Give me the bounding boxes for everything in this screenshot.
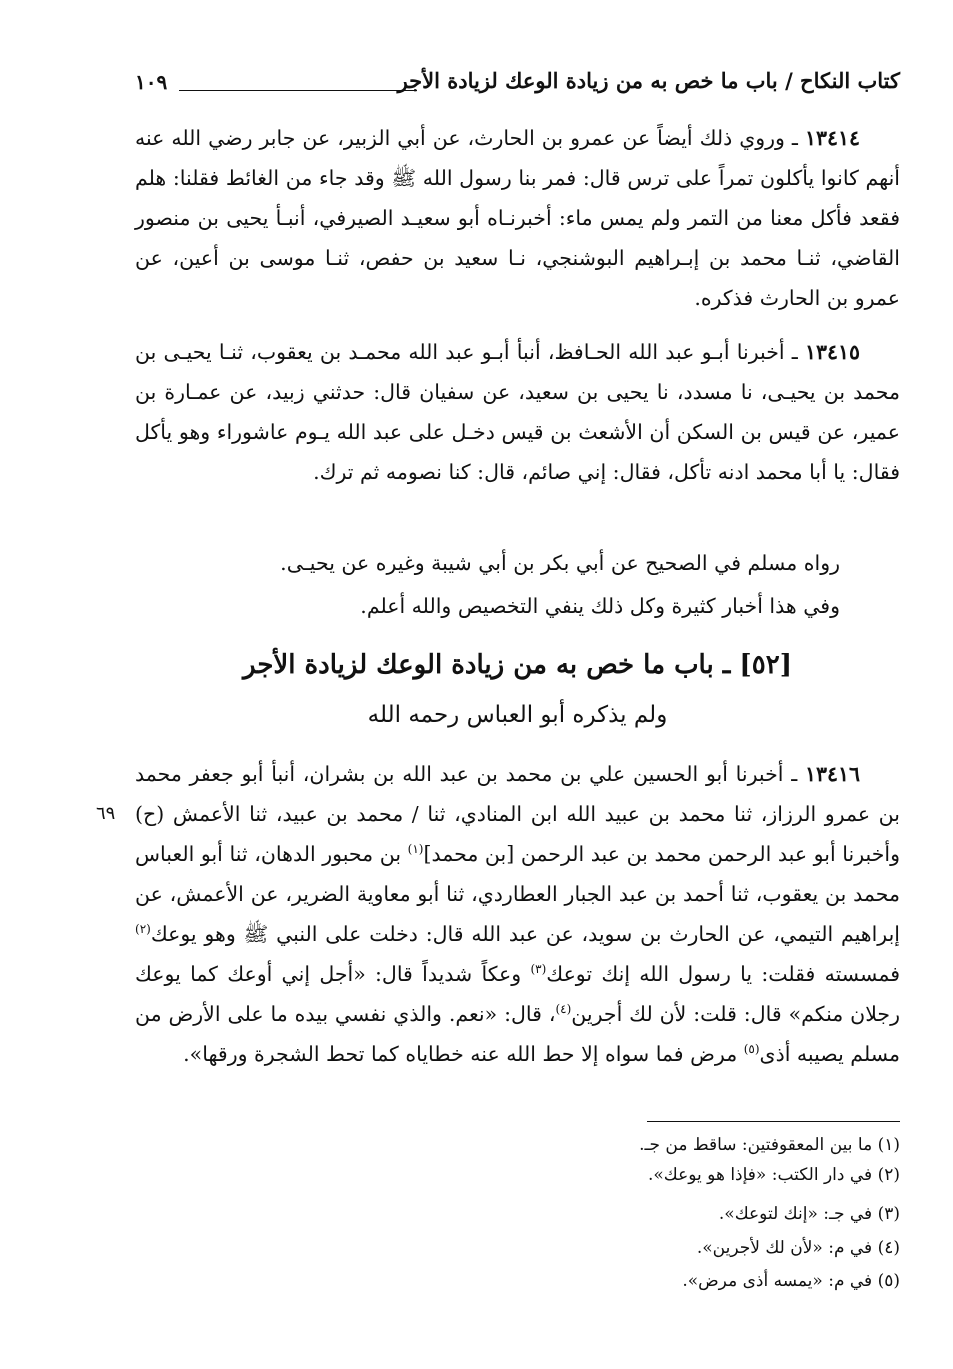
chapter-heading: [٥٢] ـ باب ما خص به من زيادة الوعك لزيادة الأجر (242, 650, 792, 680)
footnote-rule (647, 1121, 900, 1122)
footnote-2: (٢) في دار الكتب: «فإذا هو يوعك». (647, 1165, 900, 1185)
hadith-number: ١٣٤١٦ (804, 762, 860, 786)
running-header (135, 66, 900, 106)
paragraph-text: ـ أخبرنا أبـو عبد الله الحـافظ، أنبأ أبـو عبد الله محمـد بن يعقوب، ثنـا يحيـى بن محمد بن يحيـى، نا مسدد، نا يحيى بن سعيد، عن سفيان قال: حدثني زبيد، عن عمـارة بن عمير، عن قيس بن السكن أن الأشعث بن قيس دخـل على عبد الله يـوم عاشوراء وهو يأكل فقال: يا أبا محمد ادنه تأكل، فقال: إني صائم، قال: كنا نصومه ثم ترك. (135, 340, 900, 484)
header-rule (179, 90, 417, 91)
paragraph-text: ـ أخبرنا أبو الحسين علي بن محمد بن عبد الله بن بشران، أنبأ أبو جعفر محمد بن عمرو الرزاز، ثنا محمد بن عبيد الله ابن المنادي، ثنا / محمد بن عبيد، ثنا الأعمش (ح) وأخبرنا أبو عبد الرحمن محمد بن عبد الرحمن [بن محمد] (135, 762, 900, 866)
paragraph-text: مرض فما سواه إلا حط الله عنه خطاياه كما تحط الشجرة ورقها». (183, 1042, 744, 1066)
paragraph-text: فمسسته فقلت: يا رسول الله إنك توعك (546, 962, 900, 986)
running-title: كتاب النكاح / باب ما خص به من زيادة الوعك لزيادة الأجر (397, 68, 900, 93)
footnote-ref: (٢) (135, 922, 151, 937)
paragraph-13416 (135, 754, 900, 1074)
footnote-3: (٣) في جـ: «إنك لتوعك». (718, 1204, 900, 1224)
paragraph-13415 (135, 332, 900, 492)
paragraph-text: وعكاً شديداً قال: «أجل إني أوعك كما يوعك رجلان منكم» قال: قلت: لأن لك أجرين (135, 962, 901, 1026)
footnote-ref: (٣) (530, 962, 547, 977)
manuscript-folio-marker: ٦٩ (96, 803, 116, 824)
narration-note: رواه مسلم في الصحيح عن أبي بكر بن أبي شيبة وغيره عن يحيـى. (280, 551, 840, 575)
footnote-ref: (٤) (555, 1002, 572, 1017)
paragraph-text: ، قال: «نعم. والذي نفسي بيده ما على الأرض من مسلم يصيبه أذى (135, 1002, 900, 1066)
footnote-4: (٤) في م: «لأن لك لأجرين». (696, 1238, 900, 1258)
page-number: ١٠٩ (135, 70, 168, 94)
hadith-number: ١٣٤١٥ (804, 340, 860, 364)
commentary-note: وفي هذا أخبار كثيرة وكل ذلك ينفي التخصيص والله أعلم. (360, 594, 840, 618)
footnote-ref: (١) (407, 842, 424, 857)
chapter-subheading: ولم يذكره أبو العباس رحمه الله (367, 702, 668, 728)
footnote-5: (٥) في م: «يمسه أذى مرض». (682, 1271, 900, 1291)
footnote-1: (١) ما بين المعقوفتين: ساقط من جـ. (639, 1135, 900, 1155)
paragraph-13414 (135, 118, 900, 318)
paragraph-text: بن محبور الدهان، ثنا أبو العباس محمد بن يعقوب، ثنا أحمد بن عبد الجبار العطاردي، ثنا أبو معاوية الضرير، عن الأعمش، عن إبراهيم التيمي، عن الحارث بن سويد، عن عبد الله قال: دخلت على النبي ﷺ وهو يوعك (135, 842, 900, 946)
paragraph-text: ـ وروي ذلك أيضاً عن عمرو بن الحارث، عن أبي الزبير، عن جابر رضي الله عنه أنهم كانوا يأكلون تمراً على ترس قال: فمر بنا رسول الله ﷺ وقد جاء من الغائط فقلنا: هلم فقعد فأكل معنا من التمر ولم يمس ماء: أخبرنـاه أبو سعيـد الصيرفي، أنبـأ يحيى بن منصور القاضي، ثنـا محمد بن إبـراهيم البوشنجي، نـا سعيد بن حفص، ثنـا موسى بن أعين، عن عمرو بن الحارث فذكره. (135, 126, 900, 310)
footnote-ref: (٥) (743, 1042, 760, 1057)
hadith-number: ١٣٤١٤ (804, 126, 860, 150)
